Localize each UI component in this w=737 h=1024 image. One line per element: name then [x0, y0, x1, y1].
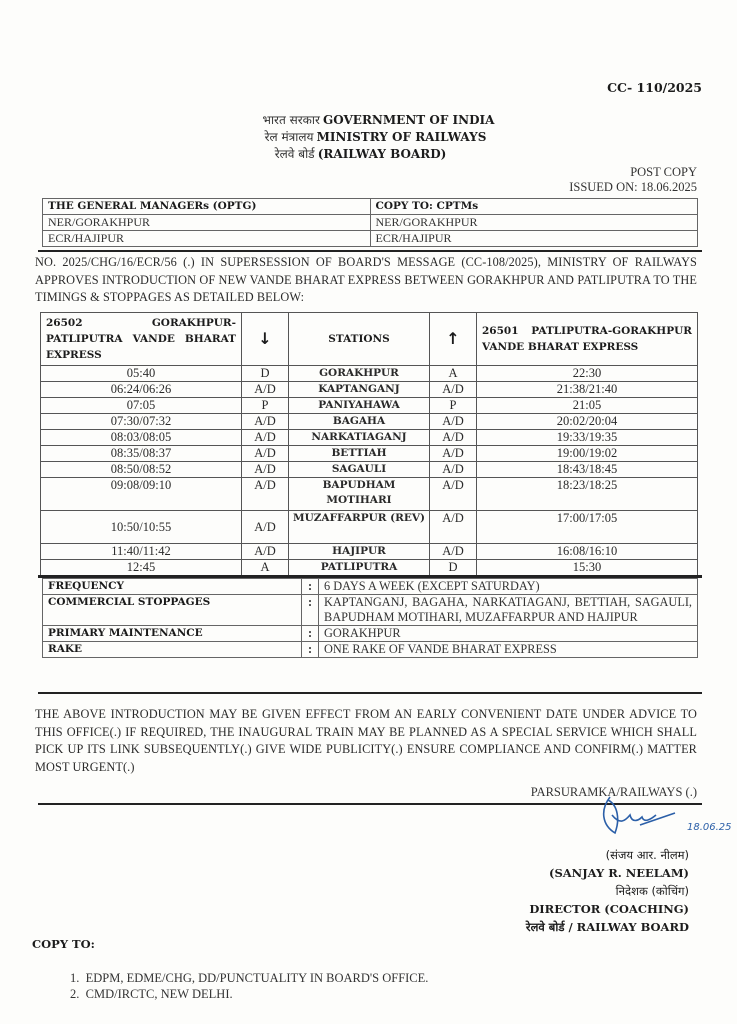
station-name: BAGAHA: [289, 414, 430, 430]
detail-value: KAPTANGANJ, BAGAHA, NARKATIAGANJ, BETTIAH, SAGAULI, BAPUDHAM MOTIHARI, MUZAFFARPUR AND HAJIPUR: [319, 595, 698, 626]
timetable-row: [41, 511, 698, 544]
timetable-header-row: [41, 313, 698, 366]
addressee-row: [43, 231, 698, 247]
up-time: 20:02/20:04: [477, 414, 698, 430]
detail-row-rake: [43, 642, 698, 658]
down-type: A/D: [242, 446, 289, 462]
telegram-signature: PARSURAMKA/RAILWAYS (.): [530, 785, 697, 799]
timetable-row: [41, 544, 698, 560]
header-english-government: GOVERNMENT OF INDIA: [323, 113, 495, 127]
to-header: THE GENERAL MANAGERs (OPTG): [43, 199, 371, 215]
divider: [38, 692, 702, 694]
addressee-row: [43, 215, 698, 231]
issued-on-date: ISSUED ON: 18.06.2025: [569, 180, 697, 194]
header-line-board: [0, 146, 729, 163]
detail-row-frequency: [43, 579, 698, 595]
timetable: [40, 312, 698, 576]
stations-header: STATIONS: [289, 313, 430, 366]
timetable-row: [41, 414, 698, 430]
signatory-designation-hindi: निदेशक (कोचिंग): [615, 884, 689, 898]
down-type: A/D: [242, 414, 289, 430]
copy-cell: ECR/HAJIPUR: [370, 231, 698, 247]
down-time: 07:05: [41, 398, 242, 414]
detail-colon: :: [302, 595, 319, 626]
detail-colon: :: [302, 642, 319, 658]
up-type: D: [430, 560, 477, 576]
addressee-table: [42, 198, 698, 247]
up-type: A/D: [430, 544, 477, 560]
up-time: 17:00/17:05: [477, 511, 698, 544]
signatory-name-english: (SANJAY R. NEELAM): [549, 866, 689, 880]
up-type: A: [430, 366, 477, 382]
station-name: GORAKHPUR: [289, 366, 430, 382]
down-type: A/D: [242, 478, 289, 511]
station-name: BAPUDHAM MOTIHARI: [289, 478, 430, 511]
down-type: A/D: [242, 382, 289, 398]
copy-cell: NER/GORAKHPUR: [370, 215, 698, 231]
up-type: A/D: [430, 382, 477, 398]
addressee-header-row: [43, 199, 698, 215]
up-time: 18:43/18:45: [477, 462, 698, 478]
copy-to-heading: COPY TO:: [32, 937, 95, 951]
handwritten-date: 18.06.25: [687, 822, 732, 833]
down-type: A/D: [242, 511, 289, 544]
detail-row-maintenance: [43, 626, 698, 642]
up-time: 19:33/19:35: [477, 430, 698, 446]
header-line-government: [10, 112, 737, 129]
station-name: SAGAULI: [289, 462, 430, 478]
station-name: MUZAFFARPUR (REV): [289, 511, 430, 544]
header-line-ministry: [7, 129, 737, 146]
detail-label: RAKE: [43, 642, 302, 658]
copy-to-item: 2. CMD/IRCTC, NEW DELHI.: [70, 987, 233, 1001]
timetable-row: [41, 366, 698, 382]
up-type: A/D: [430, 462, 477, 478]
station-name: PANIYAHAWA: [289, 398, 430, 414]
down-time: 05:40: [41, 366, 242, 382]
down-type: A/D: [242, 544, 289, 560]
down-type: P: [242, 398, 289, 414]
timetable-row: [41, 446, 698, 462]
copy-to-list: [70, 970, 428, 1002]
timetable-row: [41, 560, 698, 576]
header-hindi-ministry: रेल मंत्रालय: [264, 130, 314, 144]
detail-colon: :: [302, 626, 319, 642]
detail-row-stoppages: [43, 595, 698, 626]
closing-paragraph: THE ABOVE INTRODUCTION MAY BE GIVEN EFFECT FROM AN EARLY CONVENIENT DATE UNDER ADVICE TO THIS OFFICE(.) IF REQUIRED, THE INAUGURAL TRAIN MAY BE PLANNED AS A SPECIAL SERVICE WHICH SHALL PICK UP ITS LINK SUBSEQUENTLY(.) GIVE WIDE PUBLICITY(.) ENSURE COMPLIANCE AND CONFIRM(.) MATTER MOST URGENT(.): [35, 707, 697, 774]
down-type: A/D: [242, 430, 289, 446]
detail-value: ONE RAKE OF VANDE BHARAT EXPRESS: [319, 642, 698, 658]
divider: [38, 250, 702, 252]
detail-value: 6 DAYS A WEEK (EXCEPT SATURDAY): [319, 579, 698, 595]
down-time: 10:50/10:55: [41, 511, 242, 544]
detail-value: GORAKHPUR: [319, 626, 698, 642]
down-arrow-icon: ↓: [242, 313, 289, 366]
up-time: 22:30: [477, 366, 698, 382]
up-type: A/D: [430, 511, 477, 544]
post-copy-label: POST COPY: [630, 165, 697, 179]
timetable-row: [41, 478, 698, 511]
signatory-name-hindi: (संजय आर. नीलम): [605, 848, 689, 862]
header-english-ministry: MINISTRY OF RAILWAYS: [316, 130, 487, 144]
header-hindi-government: भारत सरकार: [262, 113, 320, 127]
timetable-row: [41, 430, 698, 446]
signatory-office: रेलवे बोर्ड / RAILWAY BOARD: [525, 920, 689, 934]
down-time: 08:35/08:37: [41, 446, 242, 462]
station-name: NARKATIAGANJ: [289, 430, 430, 446]
detail-label: FREQUENCY: [43, 579, 302, 595]
up-type: A/D: [430, 430, 477, 446]
post-copy-block: [569, 165, 697, 195]
station-name: KAPTANGANJ: [289, 382, 430, 398]
down-time: 12:45: [41, 560, 242, 576]
down-time: 11:40/11:42: [41, 544, 242, 560]
up-time: 15:30: [477, 560, 698, 576]
up-time: 21:38/21:40: [477, 382, 698, 398]
down-type: A: [242, 560, 289, 576]
station-name: HAJIPUR: [289, 544, 430, 560]
intro-paragraph: NO. 2025/CHG/16/ECR/56 (.) IN SUPERSESSION OF BOARD'S MESSAGE (CC-108/2025), MINISTRY OF RAILWAYS APPROVES INTRODUCTION OF NEW VANDE BHARAT EXPRESS BETWEEN GORAKHPUR AND PATLIPUTRA TO THE TIMINGS & STOPPAGES AS DETAILED BELOW:: [35, 255, 697, 304]
handwritten-signature-icon: [590, 795, 680, 845]
station-name: BETTIAH: [289, 446, 430, 462]
service-details-table: [42, 578, 698, 658]
copy-to-item: 1. EDPM, EDME/CHG, DD/PUNCTUALITY IN BOARD'S OFFICE.: [70, 971, 429, 985]
down-time: 09:08/09:10: [41, 478, 242, 511]
signatory-block: [526, 846, 689, 936]
down-type: D: [242, 366, 289, 382]
to-cell: ECR/HAJIPUR: [43, 231, 371, 247]
to-cell: NER/GORAKHPUR: [43, 215, 371, 231]
up-time: 16:08/16:10: [477, 544, 698, 560]
up-type: P: [430, 398, 477, 414]
down-time: 06:24/06:26: [41, 382, 242, 398]
header-hindi-board: रेलवे बोर्ड: [274, 147, 315, 161]
up-train-header: 26501 PATLIPUTRA-GORAKHPUR VANDE BHARAT EXPRESS: [477, 313, 698, 366]
timetable-row: [41, 462, 698, 478]
up-arrow-icon: ↑: [430, 313, 477, 366]
down-train-header: 26502 GORAKHPUR-PATLIPUTRA VANDE BHARAT EXPRESS: [41, 313, 242, 366]
station-name: PATLIPUTRA: [289, 560, 430, 576]
up-time: 18:23/18:25: [477, 478, 698, 511]
copy-header: COPY TO: CPTMs: [370, 199, 698, 215]
up-type: A/D: [430, 414, 477, 430]
up-type: A/D: [430, 478, 477, 511]
signatory-designation-english: DIRECTOR (COACHING): [529, 902, 689, 916]
timetable-row: [41, 398, 698, 414]
detail-colon: :: [302, 579, 319, 595]
header-english-board: (RAILWAY BOARD): [317, 147, 447, 161]
up-type: A/D: [430, 446, 477, 462]
detail-label: COMMERCIAL STOPPAGES: [43, 595, 302, 626]
detail-label: PRIMARY MAINTENANCE: [43, 626, 302, 642]
up-time: 21:05: [477, 398, 698, 414]
down-time: 08:50/08:52: [41, 462, 242, 478]
down-time: 08:03/08:05: [41, 430, 242, 446]
circular-number: CC- 110/2025: [607, 80, 702, 95]
timetable-row: [41, 382, 698, 398]
down-time: 07:30/07:32: [41, 414, 242, 430]
down-type: A/D: [242, 462, 289, 478]
up-time: 19:00/19:02: [477, 446, 698, 462]
